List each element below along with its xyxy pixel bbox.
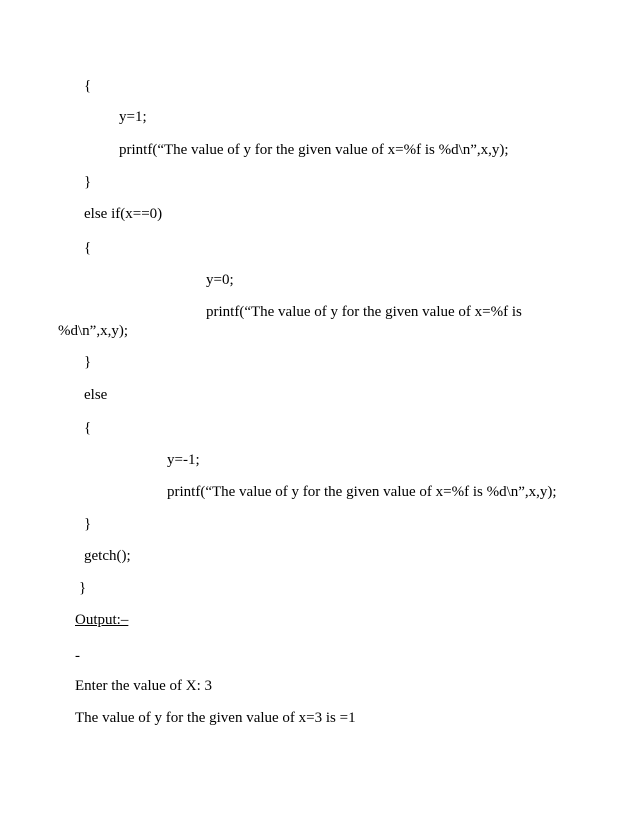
output-heading: Output:– [75,612,129,628]
code-line-close-brace: } [84,174,92,190]
code-line-assign-y-neg-1: y=-1; [167,452,200,468]
code-line-getch: getch(); [84,548,131,564]
code-line-open-brace: { [84,240,92,256]
code-line-printf: printf(“The value of y for the given value of x=%f is %d\n”,x,y); [167,484,557,500]
output-dash: - [75,648,80,664]
output-line: Enter the value of X: 3 [75,678,213,694]
code-line-open-brace: { [84,78,92,94]
code-line-else-if: else if(x==0) [84,206,163,222]
code-line-close-brace: } [84,516,92,532]
code-line-assign-y-0: y=0; [206,272,234,288]
code-line-printf: printf(“The value of y for the given value of x=%f is %d\n”,x,y); [119,142,509,158]
code-line-printf: printf(“The value of y for the given value of x=%f is [206,304,522,320]
code-line-else: else [84,387,108,403]
output-line: The value of y for the given value of x=3 is =1 [75,710,356,726]
code-line-assign-y-1: y=1; [119,109,147,125]
code-line-close-brace: } [84,354,92,370]
code-line-close-brace: } [79,580,87,596]
code-line-printf-continuation: %d\n”,x,y); [58,323,128,339]
code-line-open-brace: { [84,420,92,436]
